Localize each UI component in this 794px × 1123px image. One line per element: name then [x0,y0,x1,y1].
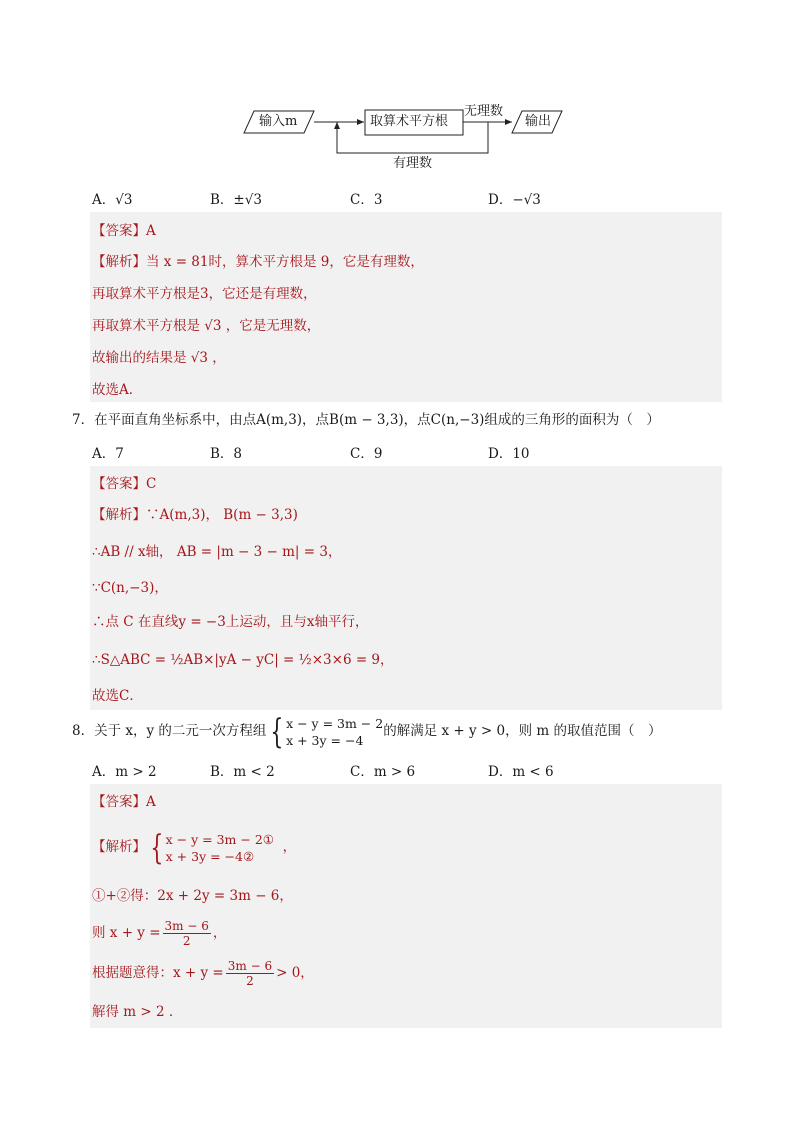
q6-option-c: C．3 [350,192,383,208]
flow-input-label: 输入m [259,114,298,129]
q7-option-d: D．10 [488,446,530,462]
q8-equation-system: x − y = 3m − 2 x + 3y = −4 [286,715,384,748]
q8-option-d: D．m < 6 [488,764,554,780]
q8-analysis-system: 【解析】 { x − y = 3m − 2① x + 3y = −4② ， [92,827,297,868]
flow-output-label: 输出 [525,114,552,129]
q7-analysis-line-5: ∴S△ABC = ½AB×|yA − yC| = ½×3×6 = 9， [92,652,394,668]
q7-analysis-line-4: ∴点 C 在直线y = −3上运动，且与x轴平行， [92,614,369,630]
q8-question: 8．关于 x，y 的二元一次方程组 { x − y = 3m − 2 x + 3y = −4 的解满足 x + y > 0，则 m 的取值范围（ ） [72,711,662,752]
q7-analysis-label: 【解析】 [92,507,146,523]
q8-question-suffix: 的解满足 x + y > 0，则 m 的取值范围（ ） [383,723,662,739]
q8-answer: 【答案】A [92,794,156,810]
q8-option-a: A．m > 2 [92,764,157,780]
q6-analysis-line-4: 故输出的结果是 √3 ， [92,350,226,366]
q6-analysis-label: 【解析】 [92,254,146,270]
flow-irrational-label: 无理数 [464,104,504,119]
q7-analysis-line-3: ∵C(n,−3)， [92,580,168,596]
q8-analysis-line-2: 则 x + y = $\frac{3m - 6}{2}$ ， [92,919,227,948]
q8-answer-panel [90,784,722,1028]
q6-analysis-line-3: 再取算术平方根是 √3 ，它是无理数， [92,318,321,334]
q7-analysis-line-2: ∴AB // x轴， AB = |m − 3 − m| = 3， [92,544,342,560]
q7-analysis-line-6: 故选C． [92,688,143,704]
q8-analysis-line-4: 解得 m > 2 ． [92,1004,183,1020]
fraction: $\frac{3m - 6}{2}$ [227,959,273,988]
q6-option-d: D．−√3 [488,192,541,208]
q7-option-b: B．8 [210,446,243,462]
q7-analysis-line-1: 【解析】∵A(m,3)， B(m − 3,3) [92,507,298,523]
q8-question-prefix: 8．关于 x，y 的二元一次方程组 [72,723,267,739]
q8-analysis-line-1: ①+②得：2x + 2y = 3m − 6， [92,888,293,904]
q8-option-c: C．m > 6 [350,764,416,780]
q8-option-b: B．m < 2 [210,764,275,780]
q7-option-c: C．9 [350,446,383,462]
q7-answer: 【答案】C [92,476,157,492]
q8-analysis-line-3: 根据题意得：x + y = $\frac{3m - 6}{2}$ > 0， [92,959,314,988]
q6-analysis-line-5: 故选A． [92,382,143,398]
q7-question: 7．在平面直角坐标系中，由点A(m,3)，点B(m − 3,3)，点C(n,−3)组成的三角形的面积为（ ） [72,412,660,428]
q6-option-b: B．±√3 [210,192,262,208]
q6-answer: 【答案】A [92,223,156,239]
fraction: $\frac{3m - 6}{2}$ [164,919,209,948]
q7-option-a: A．7 [92,446,124,462]
q6-analysis-line-1: 【解析】当 x = 81时，算术平方根是 9，它是有理数， [92,254,424,270]
flow-rational-label: 有理数 [393,156,433,171]
flow-process-label: 取算术平方根 [370,114,449,129]
q6-answer-panel [90,212,722,402]
q7-answer-panel [90,466,722,710]
q6-analysis-line-2: 再取算术平方根是3，它还是有理数， [92,286,317,302]
q8-analysis-label: 【解析】 [92,839,146,855]
q6-option-a: A．√3 [92,192,133,208]
